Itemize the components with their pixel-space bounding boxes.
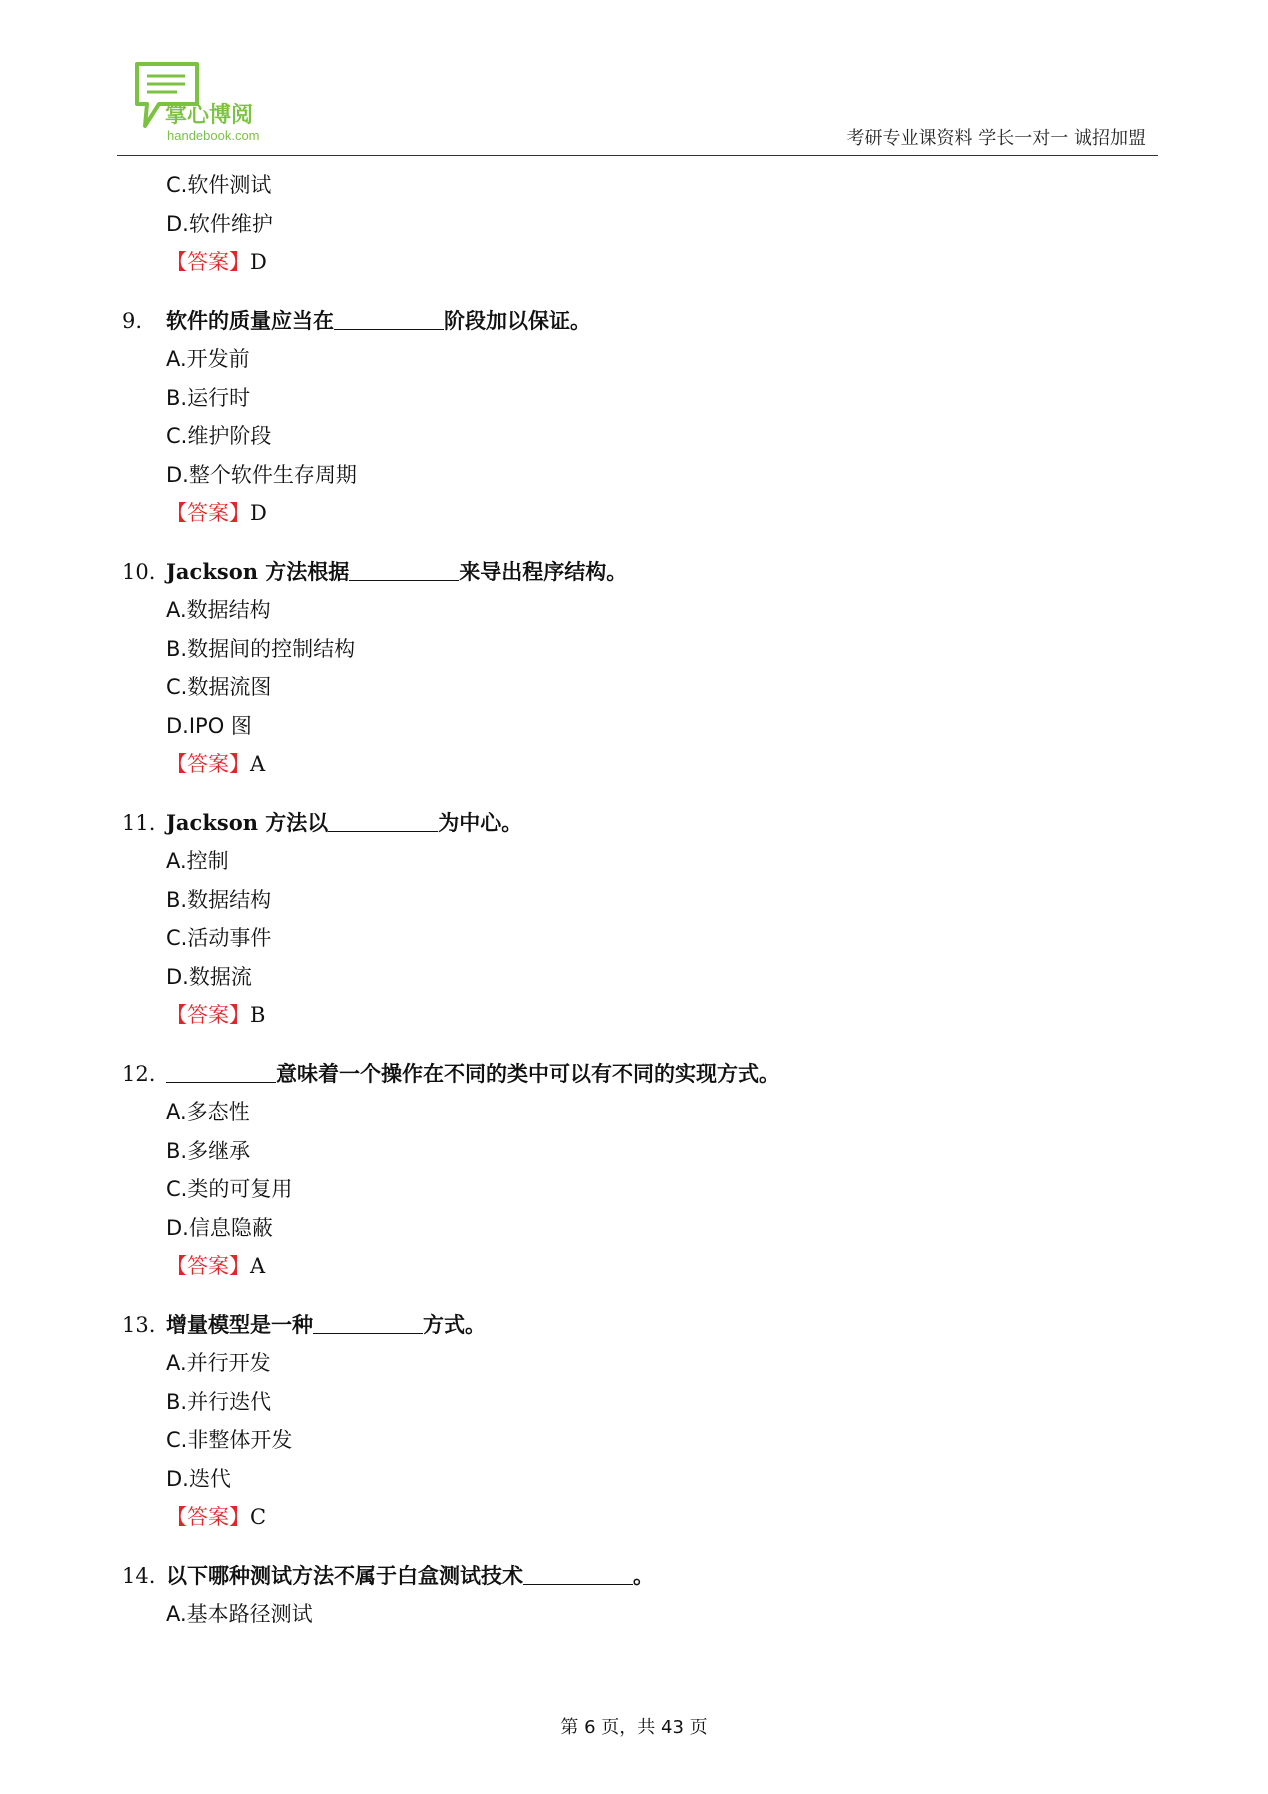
answer-line xyxy=(166,1502,266,1532)
question-stem-after: 为中心。 xyxy=(438,810,523,835)
option: C.软件测试 xyxy=(166,173,272,197)
answer-label: 【答案】 xyxy=(166,1003,250,1027)
logo-brand-text: 掌心博阅 xyxy=(165,103,254,128)
question-stem-after: 意味着一个操作在不同的类中可以有不同的实现方式。 xyxy=(276,1061,780,1086)
question-number: 11. xyxy=(122,810,156,835)
answer-blank xyxy=(349,558,459,581)
answer-value: C xyxy=(250,1505,267,1529)
question-number: 9. xyxy=(122,308,143,333)
answer-label: 【答案】 xyxy=(166,1254,250,1278)
option: C.非整体开发 xyxy=(166,1428,293,1452)
question-stem-en: Jackson xyxy=(166,558,258,584)
answer-line xyxy=(166,247,267,277)
answer-blank xyxy=(166,1060,276,1083)
question-stem xyxy=(122,1059,780,1089)
option: B.多继承 xyxy=(166,1138,251,1163)
option: A.开发前 xyxy=(166,347,250,371)
option: B.数据结构 xyxy=(166,887,272,912)
answer-line xyxy=(166,498,267,528)
answer-value: A xyxy=(250,1254,266,1278)
option: C.类的可复用 xyxy=(166,1177,293,1201)
option: D.软件维护 xyxy=(166,211,273,236)
option: C.活动事件 xyxy=(166,926,272,950)
answer-label: 【答案】 xyxy=(166,501,250,525)
handebook-logo xyxy=(133,60,293,146)
answer-value: A xyxy=(250,752,266,776)
question-stem-after: 方式。 xyxy=(423,1312,486,1337)
question-stem-en: Jackson xyxy=(166,809,258,835)
question-stem-before: 方法根据 xyxy=(257,559,350,584)
question-stem xyxy=(122,557,627,587)
header-divider xyxy=(117,155,1158,156)
option: B.运行时 xyxy=(166,385,251,410)
option: D.迭代 xyxy=(166,1466,231,1491)
option: B.并行迭代 xyxy=(166,1389,272,1414)
answer-value: D xyxy=(250,250,267,274)
answer-blank xyxy=(523,1562,633,1585)
answer-label: 【答案】 xyxy=(166,1505,250,1529)
question-stem-after: 阶段加以保证。 xyxy=(444,308,591,333)
question-number: 14. xyxy=(122,1563,156,1588)
question-number: 10. xyxy=(122,559,156,584)
option: A.基本路径测试 xyxy=(166,1602,313,1626)
question-number: 12. xyxy=(122,1061,156,1086)
answer-value: D xyxy=(250,501,267,525)
answer-value: B xyxy=(250,1003,266,1027)
answer-line xyxy=(166,1000,265,1030)
answer-label: 【答案】 xyxy=(166,752,250,776)
answer-line xyxy=(166,749,265,779)
option: D.数据流 xyxy=(166,964,252,989)
option: D.整个软件生存周期 xyxy=(166,462,357,487)
logo-url-text: handebook.com xyxy=(167,128,260,143)
option: A.控制 xyxy=(166,849,229,873)
question-number: 13. xyxy=(122,1312,156,1337)
option: A.并行开发 xyxy=(166,1351,271,1375)
answer-blank xyxy=(313,1311,423,1334)
option: C.数据流图 xyxy=(166,675,272,699)
answer-line xyxy=(166,1251,265,1281)
question-stem xyxy=(122,808,522,838)
option: A.数据结构 xyxy=(166,598,271,622)
question-stem-before: 方法以 xyxy=(257,810,329,835)
option: B.数据间的控制结构 xyxy=(166,636,356,661)
page-number: 第 6 页，共 43 页 xyxy=(560,1717,708,1738)
question-stem xyxy=(122,1310,486,1340)
question-stem-before: 软件的质量应当在 xyxy=(166,308,334,333)
answer-label: 【答案】 xyxy=(166,250,250,274)
question-stem xyxy=(122,1561,654,1591)
answer-blank xyxy=(328,809,438,832)
option: D.信息隐蔽 xyxy=(166,1215,273,1240)
question-stem xyxy=(122,306,591,336)
header-tagline: 考研专业课资料 学长一对一 诚招加盟 xyxy=(846,128,1146,149)
question-stem-after: 来导出程序结构。 xyxy=(459,559,628,584)
option: A.多态性 xyxy=(166,1100,250,1124)
option: C.维护阶段 xyxy=(166,424,272,448)
question-stem-before: 增量模型是一种 xyxy=(166,1312,313,1337)
question-stem-after: 。 xyxy=(633,1563,654,1588)
answer-blank xyxy=(334,307,444,330)
question-stem-before: 以下哪种测试方法不属于白盒测试技术 xyxy=(166,1563,523,1588)
option: D.IPO 图 xyxy=(166,713,252,738)
